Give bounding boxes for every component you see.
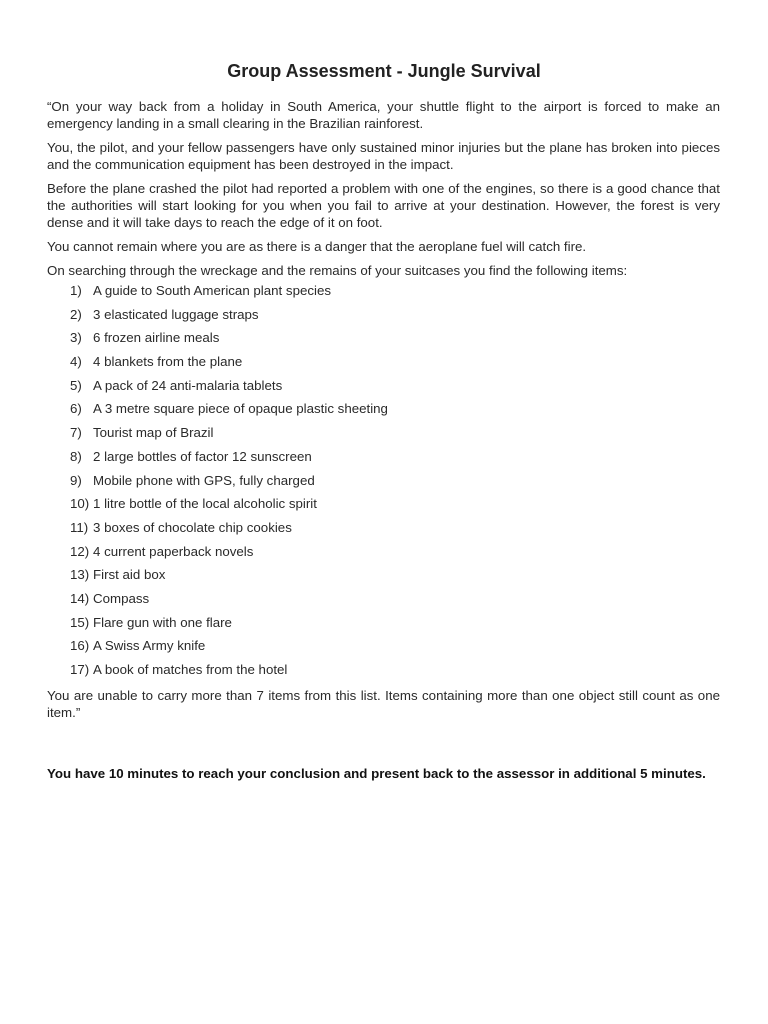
list-item <box>47 566 720 590</box>
list-item <box>47 400 720 424</box>
list-item <box>47 329 720 353</box>
list-item-text: A pack of 24 anti-malaria tablets <box>93 377 283 393</box>
list-item <box>47 353 720 377</box>
list-item-text: A guide to South American plant species <box>93 283 332 298</box>
list-item-number: 8) <box>70 448 82 464</box>
list-item-number: 10) <box>70 496 90 512</box>
list-item <box>47 282 720 306</box>
list-item-text: 1 litre bottle of the local alcoholic spirit <box>93 496 317 512</box>
list-item-number: 6) <box>70 401 82 417</box>
list-item-number: 17) <box>70 662 90 677</box>
list-item <box>47 448 720 472</box>
list-item-text: Flare gun with one flare <box>93 614 232 630</box>
list-item-number: 7) <box>70 425 82 441</box>
page-title: Group Assessment - Jungle Survival <box>227 61 541 81</box>
list-item <box>47 637 720 661</box>
list-item-text: 4 current paperback novels <box>93 543 254 559</box>
list-item-text: 4 blankets from the plane <box>93 354 243 370</box>
paragraph-fuel-danger: You cannot remain where you are as there is a danger that the aeroplane fuel will catch fire. <box>47 239 587 254</box>
list-item <box>47 424 720 448</box>
list-item-text: First aid box <box>93 567 166 583</box>
paragraph-crash: Before the plane crashed the pilot had reported a problem with one of the engines, so there is a good chance that the authorities will start looking for you when you fail to arrive at your destination. However, the forest is very dense and it will take days to reach the edge of it on foot. <box>47 181 720 230</box>
list-item-text: A 3 metre square piece of opaque plastic sheeting <box>93 401 388 417</box>
list-item-text: 3 elasticated luggage straps <box>93 306 259 322</box>
list-item-text: 3 boxes of chocolate chip cookies <box>93 519 292 535</box>
paragraph-items-intro: On searching through the wreckage and the remains of your suitcases you find the following items: <box>47 263 628 278</box>
list-item <box>47 614 720 638</box>
list-item-number: 14) <box>70 590 90 606</box>
list-item <box>47 519 720 543</box>
list-item <box>47 377 720 401</box>
list-item-number: 11) <box>70 519 89 535</box>
list-item <box>47 495 720 519</box>
items-list <box>47 282 720 685</box>
list-item <box>47 661 720 685</box>
list-item-number: 12) <box>70 543 90 559</box>
list-item-number: 3) <box>70 330 82 346</box>
list-item-text: Mobile phone with GPS, fully charged <box>93 472 315 488</box>
list-item <box>47 472 720 496</box>
list-item-number: 1) <box>70 283 82 298</box>
list-item <box>47 543 720 567</box>
list-item-text: 6 frozen airline meals <box>93 330 220 346</box>
list-item-number: 5) <box>70 377 82 393</box>
instructions-note: You have 10 minutes to reach your conclusion and present back to the assessor in additional 5 minutes. <box>47 766 706 781</box>
list-item-text: Compass <box>93 590 150 606</box>
list-item <box>47 590 720 614</box>
paragraph-intro: “On your way back from a holiday in South America, your shuttle flight to the airport is forced to make an emergency landing in a small clearing in the Brazilian rainforest. <box>47 99 720 131</box>
list-item-number: 4) <box>70 354 82 370</box>
list-item-text: A book of matches from the hotel <box>93 662 288 677</box>
list-item-text: Tourist map of Brazil <box>93 425 214 441</box>
paragraph-closing: You are unable to carry more than 7 items from this list. Items containing more than one object still count as one item.” <box>47 687 720 720</box>
list-item-number: 16) <box>70 638 90 654</box>
scenario-text <box>47 98 720 728</box>
list-item-number: 9) <box>70 472 82 488</box>
list-item-number: 13) <box>70 567 90 583</box>
list-item-number: 2) <box>70 306 82 322</box>
list-item-text: A Swiss Army knife <box>93 638 206 654</box>
list-item <box>47 306 720 330</box>
list-item-text: 2 large bottles of factor 12 sunscreen <box>93 448 312 464</box>
paragraph-injuries: You, the pilot, and your fellow passengers have only sustained minor injuries but the plane has broken into pieces and the communication equipment has been destroyed in the impact. <box>47 140 720 172</box>
list-item-number: 15) <box>70 614 90 630</box>
